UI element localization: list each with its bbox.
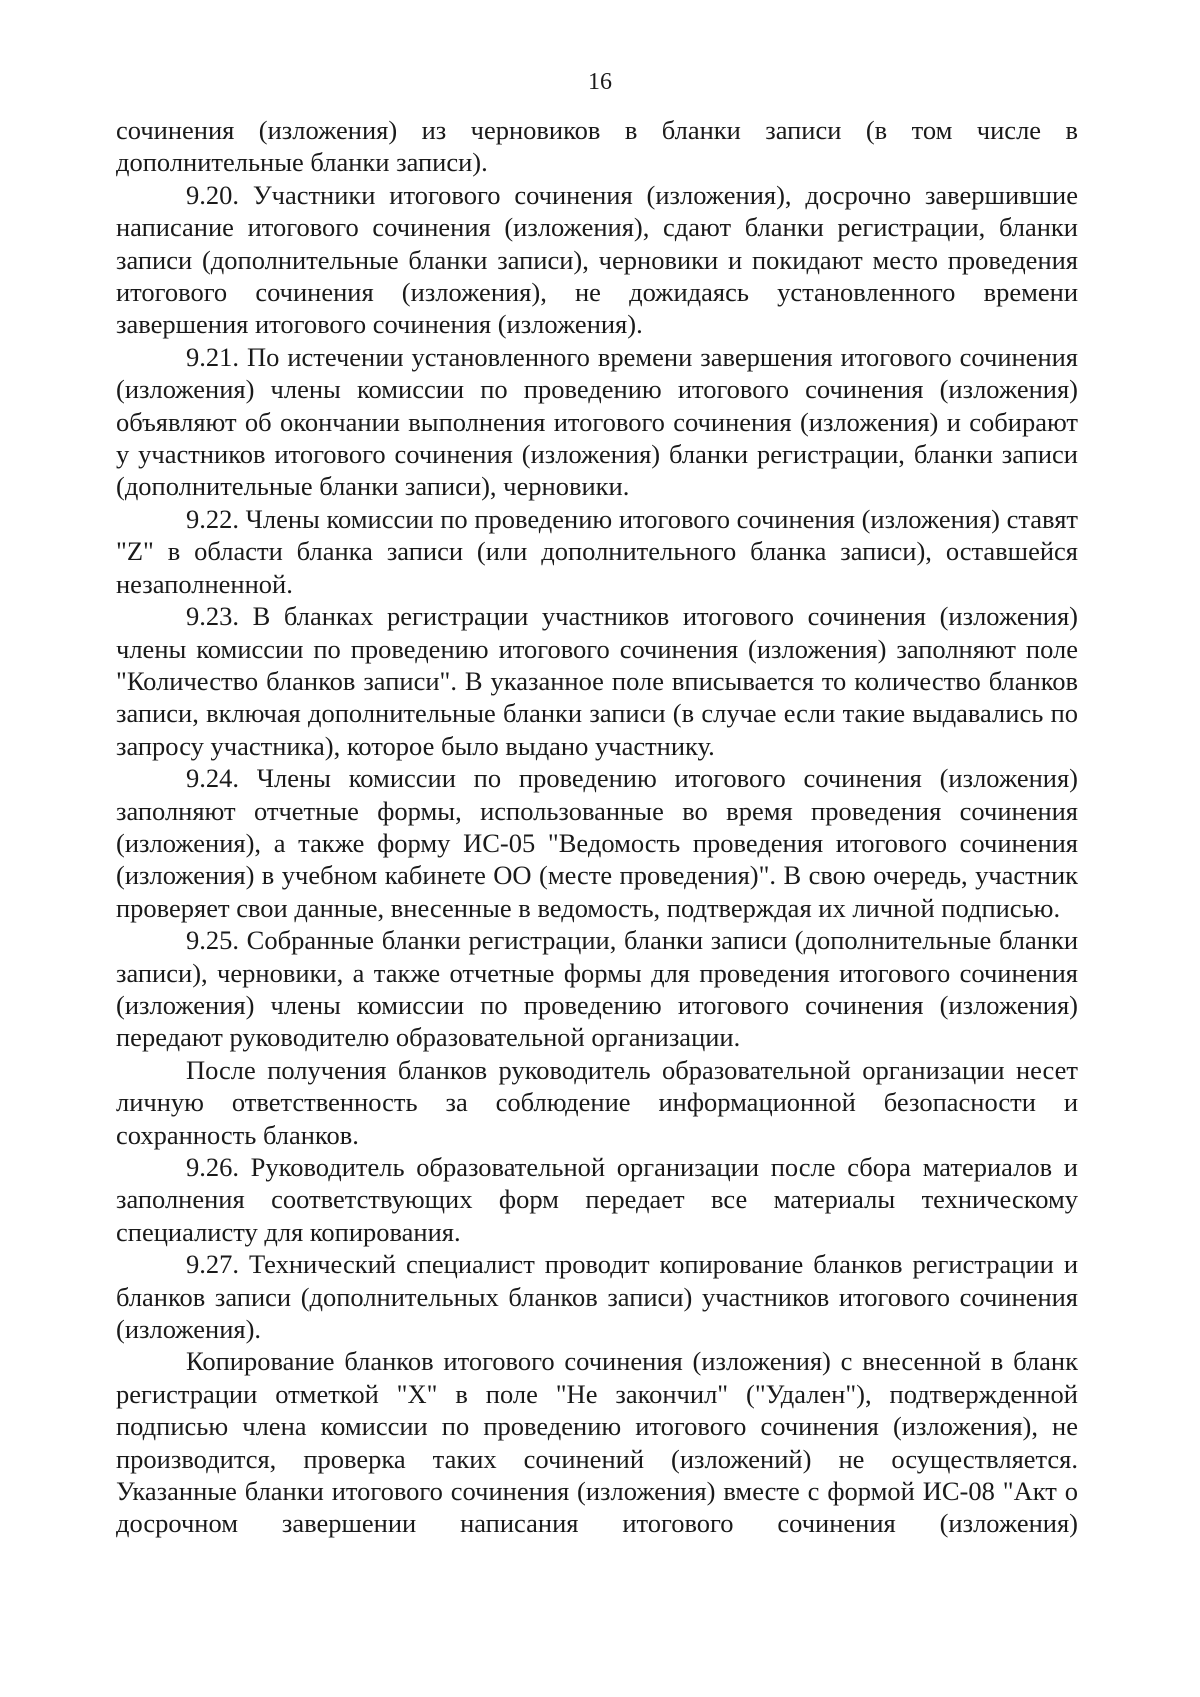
paragraph-9-21: 9.21. По истечении установленного времени завершения итогового сочинения (изложения) члены комиссии по проведению итогового сочинения (изложения) объявляют об окончании выполнения итогового сочинения (изложения) и собирают у участников итогового сочинения (изложения) бланки регистрации, бланки записи (дополнительные бланки записи), черновики.	[116, 341, 1078, 502]
paragraph-9-24: 9.24. Члены комиссии по проведению итогового сочинения (изложения) заполняют отчетные формы, использованные во время проведения сочинения (изложения), а также форму ИС-05 "Ведомость проведения итогового сочинения (изложения) в учебном кабинете ОО (месте проведения)". В свою очередь, участник проверяет свои данные, внесенные в ведомость, подтверждая их личной подписью.	[116, 763, 1078, 923]
document-body	[116, 114, 1078, 1540]
paragraph-continuation: сочинения (изложения) из черновиков в бланки записи (в том числе в дополнительные бланки записи).	[116, 115, 1078, 178]
paragraph-copying: Копирование бланков итогового сочинения (изложения) с внесенной в бланк регистрации отметкой "X" в поле "Не закончил" ("Удален"), подтвержденной подписью члена комиссии по проведению итогового сочинения (изложения), не производится, проверка таких сочинений (изложений) не осуществляется. Указанные бланки итогового сочинения (изложения) вместе с формой ИС-08 "Акт о досрочном завершении написания итогового сочинения (изложения)	[116, 1346, 1078, 1539]
paragraph-responsibility: После получения бланков руководитель образовательной организации несет личную ответственность за соблюдение информационной безопасности и сохранность бланков.	[116, 1054, 1078, 1150]
paragraph-9-25: 9.25. Собранные бланки регистрации, бланки записи (дополнительные бланки записи), черновики, а также отчетные формы для проведения итогового сочинения (изложения) члены комиссии по проведению итогового сочинения (изложения) передают руководителю образовательной организации.	[116, 925, 1078, 1053]
paragraph-9-26: 9.26. Руководитель образовательной организации после сбора материалов и заполнения соответствующих форм передает все материалы техническому специалисту для копирования.	[116, 1152, 1078, 1247]
page-number: 16	[588, 69, 612, 95]
paragraph-9-23: 9.23. В бланках регистрации участников итогового сочинения (изложения) члены комиссии по проведению итогового сочинения (изложения) заполняют поле "Количество бланков записи". В указанное поле вписывается то количество бланков записи, включая дополнительные бланки записи (в случае если такие выдавались по запросу участника), которое было выдано участнику.	[116, 601, 1078, 761]
paragraph-9-20: 9.20. Участники итогового сочинения (изложения), досрочно завершившие написание итогового сочинения (изложения), сдают бланки регистрации, бланки записи (дополнительные бланки записи), черновики и покидают место проведения итогового сочинения (изложения), не дожидаясь установленного времени завершения итогового сочинения (изложения).	[116, 179, 1078, 340]
paragraph-9-27: 9.27. Технический специалист проводит копирование бланков регистрации и бланков записи (дополнительных бланков записи) участников итогового сочинения (изложения).	[116, 1249, 1078, 1345]
paragraph-9-22: 9.22. Члены комиссии по проведению итогового сочинения (изложения) ставят "Z" в области бланка записи (или дополнительного бланка записи), оставшейся незаполненной.	[116, 503, 1078, 599]
